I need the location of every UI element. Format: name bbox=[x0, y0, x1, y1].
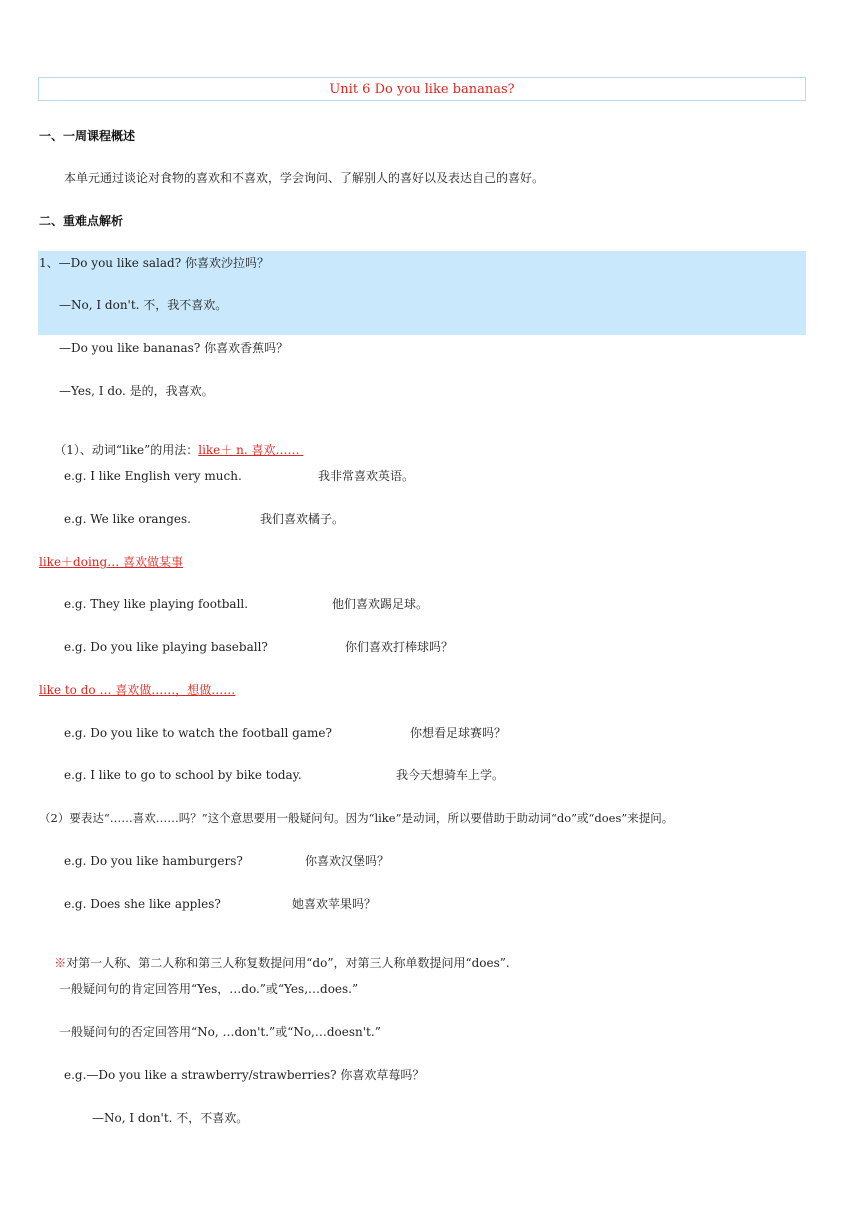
positive-answer-rule: 一般疑问句的肯定回答用“Yes，…do.”或“Yes,…does.” bbox=[59, 982, 359, 996]
usage-point-1 bbox=[39, 426, 303, 474]
note-mark-icon: ※ bbox=[54, 956, 67, 970]
note-line bbox=[39, 939, 510, 987]
dialogue-line-4: —Yes, I do. 是的，我喜欢。 bbox=[59, 384, 214, 398]
usage-rule-to-do: like to do … 喜欢做……，想做…… bbox=[39, 683, 236, 697]
document-title: Unit 6 Do you like bananas? bbox=[38, 77, 806, 101]
example-9-answer: —No, I don't. 不，不喜欢。 bbox=[92, 1111, 249, 1125]
example-5-en: e.g. Do you like to watch the football game? bbox=[64, 726, 332, 740]
example-8-en: e.g. Does she like apples? bbox=[64, 897, 221, 911]
example-3-zh: 他们喜欢踢足球。 bbox=[332, 597, 429, 611]
example-2-en: e.g. We like oranges. bbox=[64, 512, 191, 526]
usage-rule-doing: like＋doing… 喜欢做某事 bbox=[39, 555, 184, 569]
example-2-zh: 我们喜欢橘子。 bbox=[260, 512, 345, 526]
example-1-en: e.g. I like English very much. bbox=[64, 469, 242, 483]
overview-text: 本单元通过谈论对食物的喜欢和不喜欢，学会询问、了解别人的喜好以及表达自己的喜好。 bbox=[64, 171, 545, 185]
usage-rule-noun: like＋ n. 喜欢…… bbox=[198, 443, 304, 457]
example-6-en: e.g. I like to go to school by bike today. bbox=[64, 768, 302, 782]
example-1-zh: 我非常喜欢英语。 bbox=[318, 469, 415, 483]
section-heading-overview: 一、一周课程概述 bbox=[39, 129, 136, 143]
note-text: 对第一人称、第二人称和第三人称复数提问用“do”，对第三人称单数提问用“does”. bbox=[66, 956, 510, 970]
dialogue-line-1: 1、—Do you like salad? 你喜欢沙拉吗？ bbox=[39, 256, 269, 270]
example-4-zh: 你们喜欢打棒球吗？ bbox=[345, 640, 454, 654]
example-9: e.g.—Do you like a strawberry/strawberries? 你喜欢草莓吗？ bbox=[64, 1068, 425, 1082]
usage-point-1-prefix: （1）、动词“like”的用法： bbox=[54, 443, 199, 457]
negative-answer-rule: 一般疑问句的否定回答用“No, …don't.”或“No,…doesn't.” bbox=[59, 1025, 381, 1039]
example-8-zh: 她喜欢苹果吗？ bbox=[292, 897, 377, 911]
example-4-en: e.g. Do you like playing baseball? bbox=[64, 640, 268, 654]
dialogue-line-2: —No, I don't. 不，我不喜欢。 bbox=[59, 298, 228, 312]
example-7-en: e.g. Do you like hamburgers? bbox=[64, 854, 243, 868]
example-7-zh: 你喜欢汉堡吗？ bbox=[305, 854, 390, 868]
usage-point-2: （2）要表达“……喜欢……吗？”这个意思要用一般疑问句。因为“like”是动词，所以要借助于助动词“do”或“does”来提问。 bbox=[39, 811, 674, 825]
example-5-zh: 你想看足球赛吗？ bbox=[410, 726, 507, 740]
section-heading-key-points: 二、重难点解析 bbox=[39, 214, 124, 228]
dialogue-line-3: —Do you like bananas? 你喜欢香蕉吗？ bbox=[59, 341, 289, 355]
example-3-en: e.g. They like playing football. bbox=[64, 597, 249, 611]
example-6-zh: 我今天想骑车上学。 bbox=[396, 768, 505, 782]
